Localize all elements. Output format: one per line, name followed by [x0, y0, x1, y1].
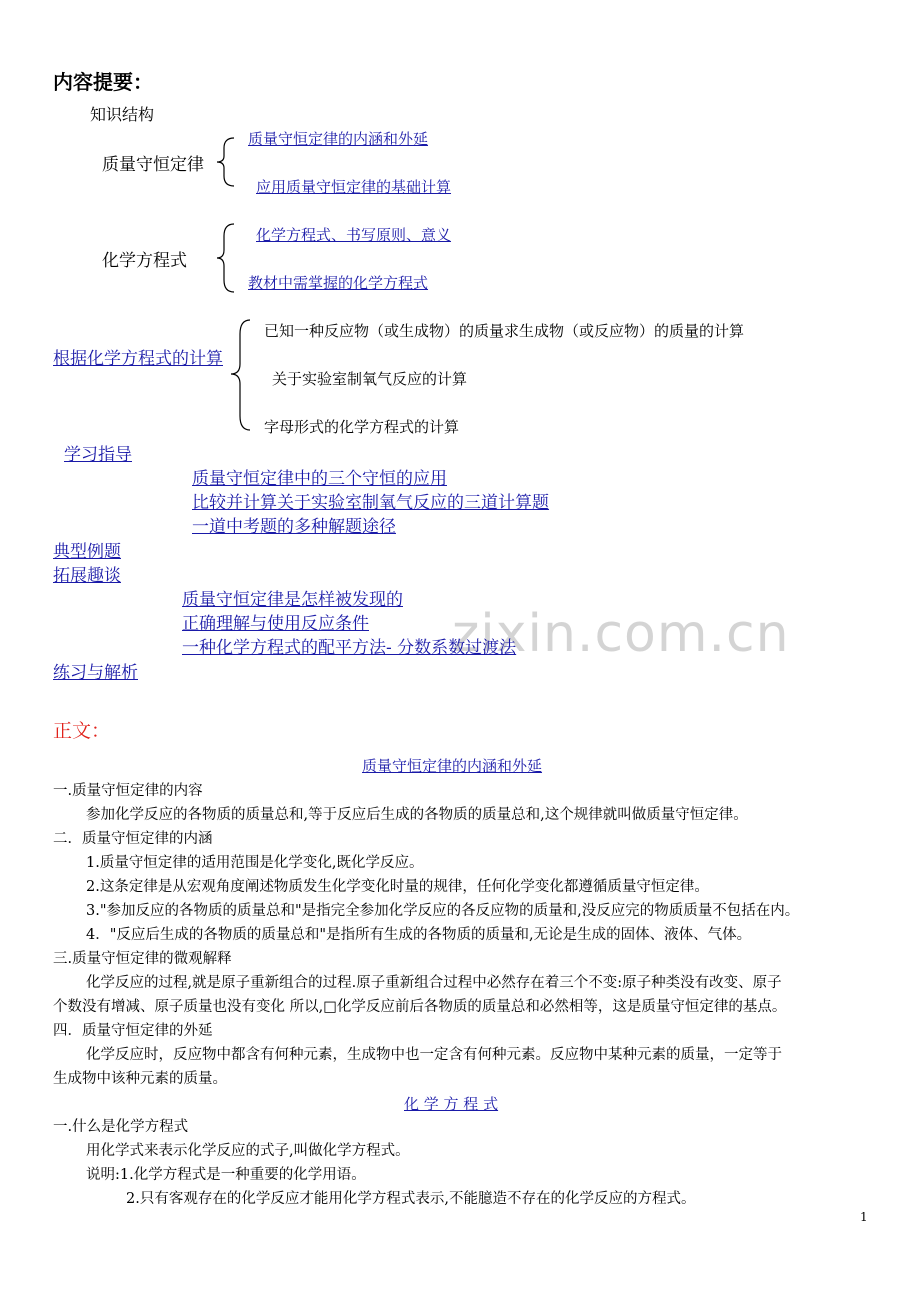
group-label-mass-conservation: 质量守恒定律	[102, 155, 204, 175]
link-typical-examples[interactable]: 典型例题	[53, 542, 121, 562]
link-discovery-story[interactable]: 质量守恒定律是怎样被发现的	[182, 590, 403, 610]
link-chemical-equation-principles[interactable]: 化学方程式、书写原则、意义	[256, 226, 452, 244]
section-title-mass-conservation[interactable]: 质量守恒定律的内涵和外延	[362, 757, 543, 775]
link-three-oxygen-problems[interactable]: 比较并计算关于实验室制氧气反应的三道计算题	[192, 493, 549, 513]
brace-icon	[228, 318, 252, 432]
link-practice-analysis[interactable]: 练习与解析	[53, 663, 138, 683]
calc-item-letter-form: 字母形式的化学方程式的计算	[264, 418, 460, 436]
paragraph: 用化学式来表示化学反应的式子,叫做化学方程式。	[86, 1143, 410, 1159]
watermark: zixin.com.cn	[452, 604, 790, 664]
page-number: 1	[860, 1210, 868, 1224]
calc-item-oxygen: 关于实验室制氧气反应的计算	[272, 370, 468, 388]
section-heading: 四．质量守恒定律的外延	[53, 1023, 213, 1039]
brace-icon	[214, 222, 238, 294]
link-mass-conservation-connotation[interactable]: 质量守恒定律的内涵和外延	[248, 130, 429, 148]
section-heading: 一.质量守恒定律的内容	[53, 783, 203, 799]
link-equation-calculation[interactable]: 根据化学方程式的计算	[53, 349, 223, 369]
list-item: 3."参加反应的各物质的质量总和"是指完全参加化学反应的各反应物的质量和,没反应完的物质质量不包括在内。	[86, 903, 800, 919]
list-item: 2.这条定律是从宏观角度阐述物质发生化学变化时量的规律，任何化学变化都遵循质量守恒定律。	[86, 879, 709, 895]
link-textbook-equations[interactable]: 教材中需掌握的化学方程式	[248, 274, 429, 292]
list-item: 4．"反应后生成的各物质的质量总和"是指所有生成的各物质的质量和,无论是生成的固体、液体、气体。	[86, 927, 752, 943]
summary-heading: 内容提要：	[53, 70, 153, 94]
note: 2.只有客观存在的化学反应才能用化学方程式表示,不能臆造不存在的化学反应的方程式。	[126, 1191, 696, 1207]
main-heading: 正文：	[53, 720, 111, 742]
link-mass-conservation-calc[interactable]: 应用质量守恒定律的基础计算	[256, 178, 452, 196]
calc-item-known-reactant: 已知一种反应物（或生成物）的质量求生成物（或反应物）的质量的计算	[264, 322, 745, 340]
link-extension-talk[interactable]: 拓展趣谈	[53, 566, 121, 586]
knowledge-structure-label: 知识结构	[90, 105, 155, 124]
paragraph: 参加化学反应的各物质的质量总和,等于反应后生成的各物质的质量总和,这个规律就叫做质量守恒定律。	[86, 807, 748, 823]
section-heading: 三.质量守恒定律的微观解释	[53, 951, 232, 967]
section-title-chemical-equation[interactable]: 化 学 方 程 式	[404, 1095, 499, 1113]
section-heading: 一.什么是化学方程式	[53, 1119, 189, 1135]
link-three-conservations[interactable]: 质量守恒定律中的三个守恒的应用	[192, 469, 447, 489]
link-fraction-balancing[interactable]: 一种化学方程式的配平方法- 分数系数过渡法	[182, 638, 517, 658]
paragraph: 生成物中该种元素的质量。	[53, 1071, 227, 1087]
note: 说明:1.化学方程式是一种重要的化学用语。	[86, 1167, 366, 1183]
paragraph: 化学反应的过程,就是原子重新组合的过程.原子重新组合过程中必然存在着三个不变:原子种类没有改变、原子	[86, 975, 782, 991]
link-exam-question-methods[interactable]: 一道中考题的多种解题途径	[192, 517, 396, 537]
paragraph: 化学反应时，反应物中都含有何种元素，生成物中也一定含有何种元素。反应物中某种元素的质量，一定等于	[86, 1047, 782, 1063]
list-item: 1.质量守恒定律的适用范围是化学变化,既化学反应。	[86, 855, 424, 871]
brace-icon	[214, 136, 238, 188]
group-label-chemical-equation: 化学方程式	[102, 251, 187, 271]
section-heading: 二．质量守恒定律的内涵	[53, 831, 213, 847]
link-reaction-conditions[interactable]: 正确理解与使用反应条件	[182, 614, 369, 634]
paragraph: 个数没有增减、原子质量也没有变化 所以,□化学反应前后各物质的质量总和必然相等，这是质量守恒定律的基点。	[53, 999, 787, 1015]
link-study-guide[interactable]: 学习指导	[64, 445, 132, 465]
